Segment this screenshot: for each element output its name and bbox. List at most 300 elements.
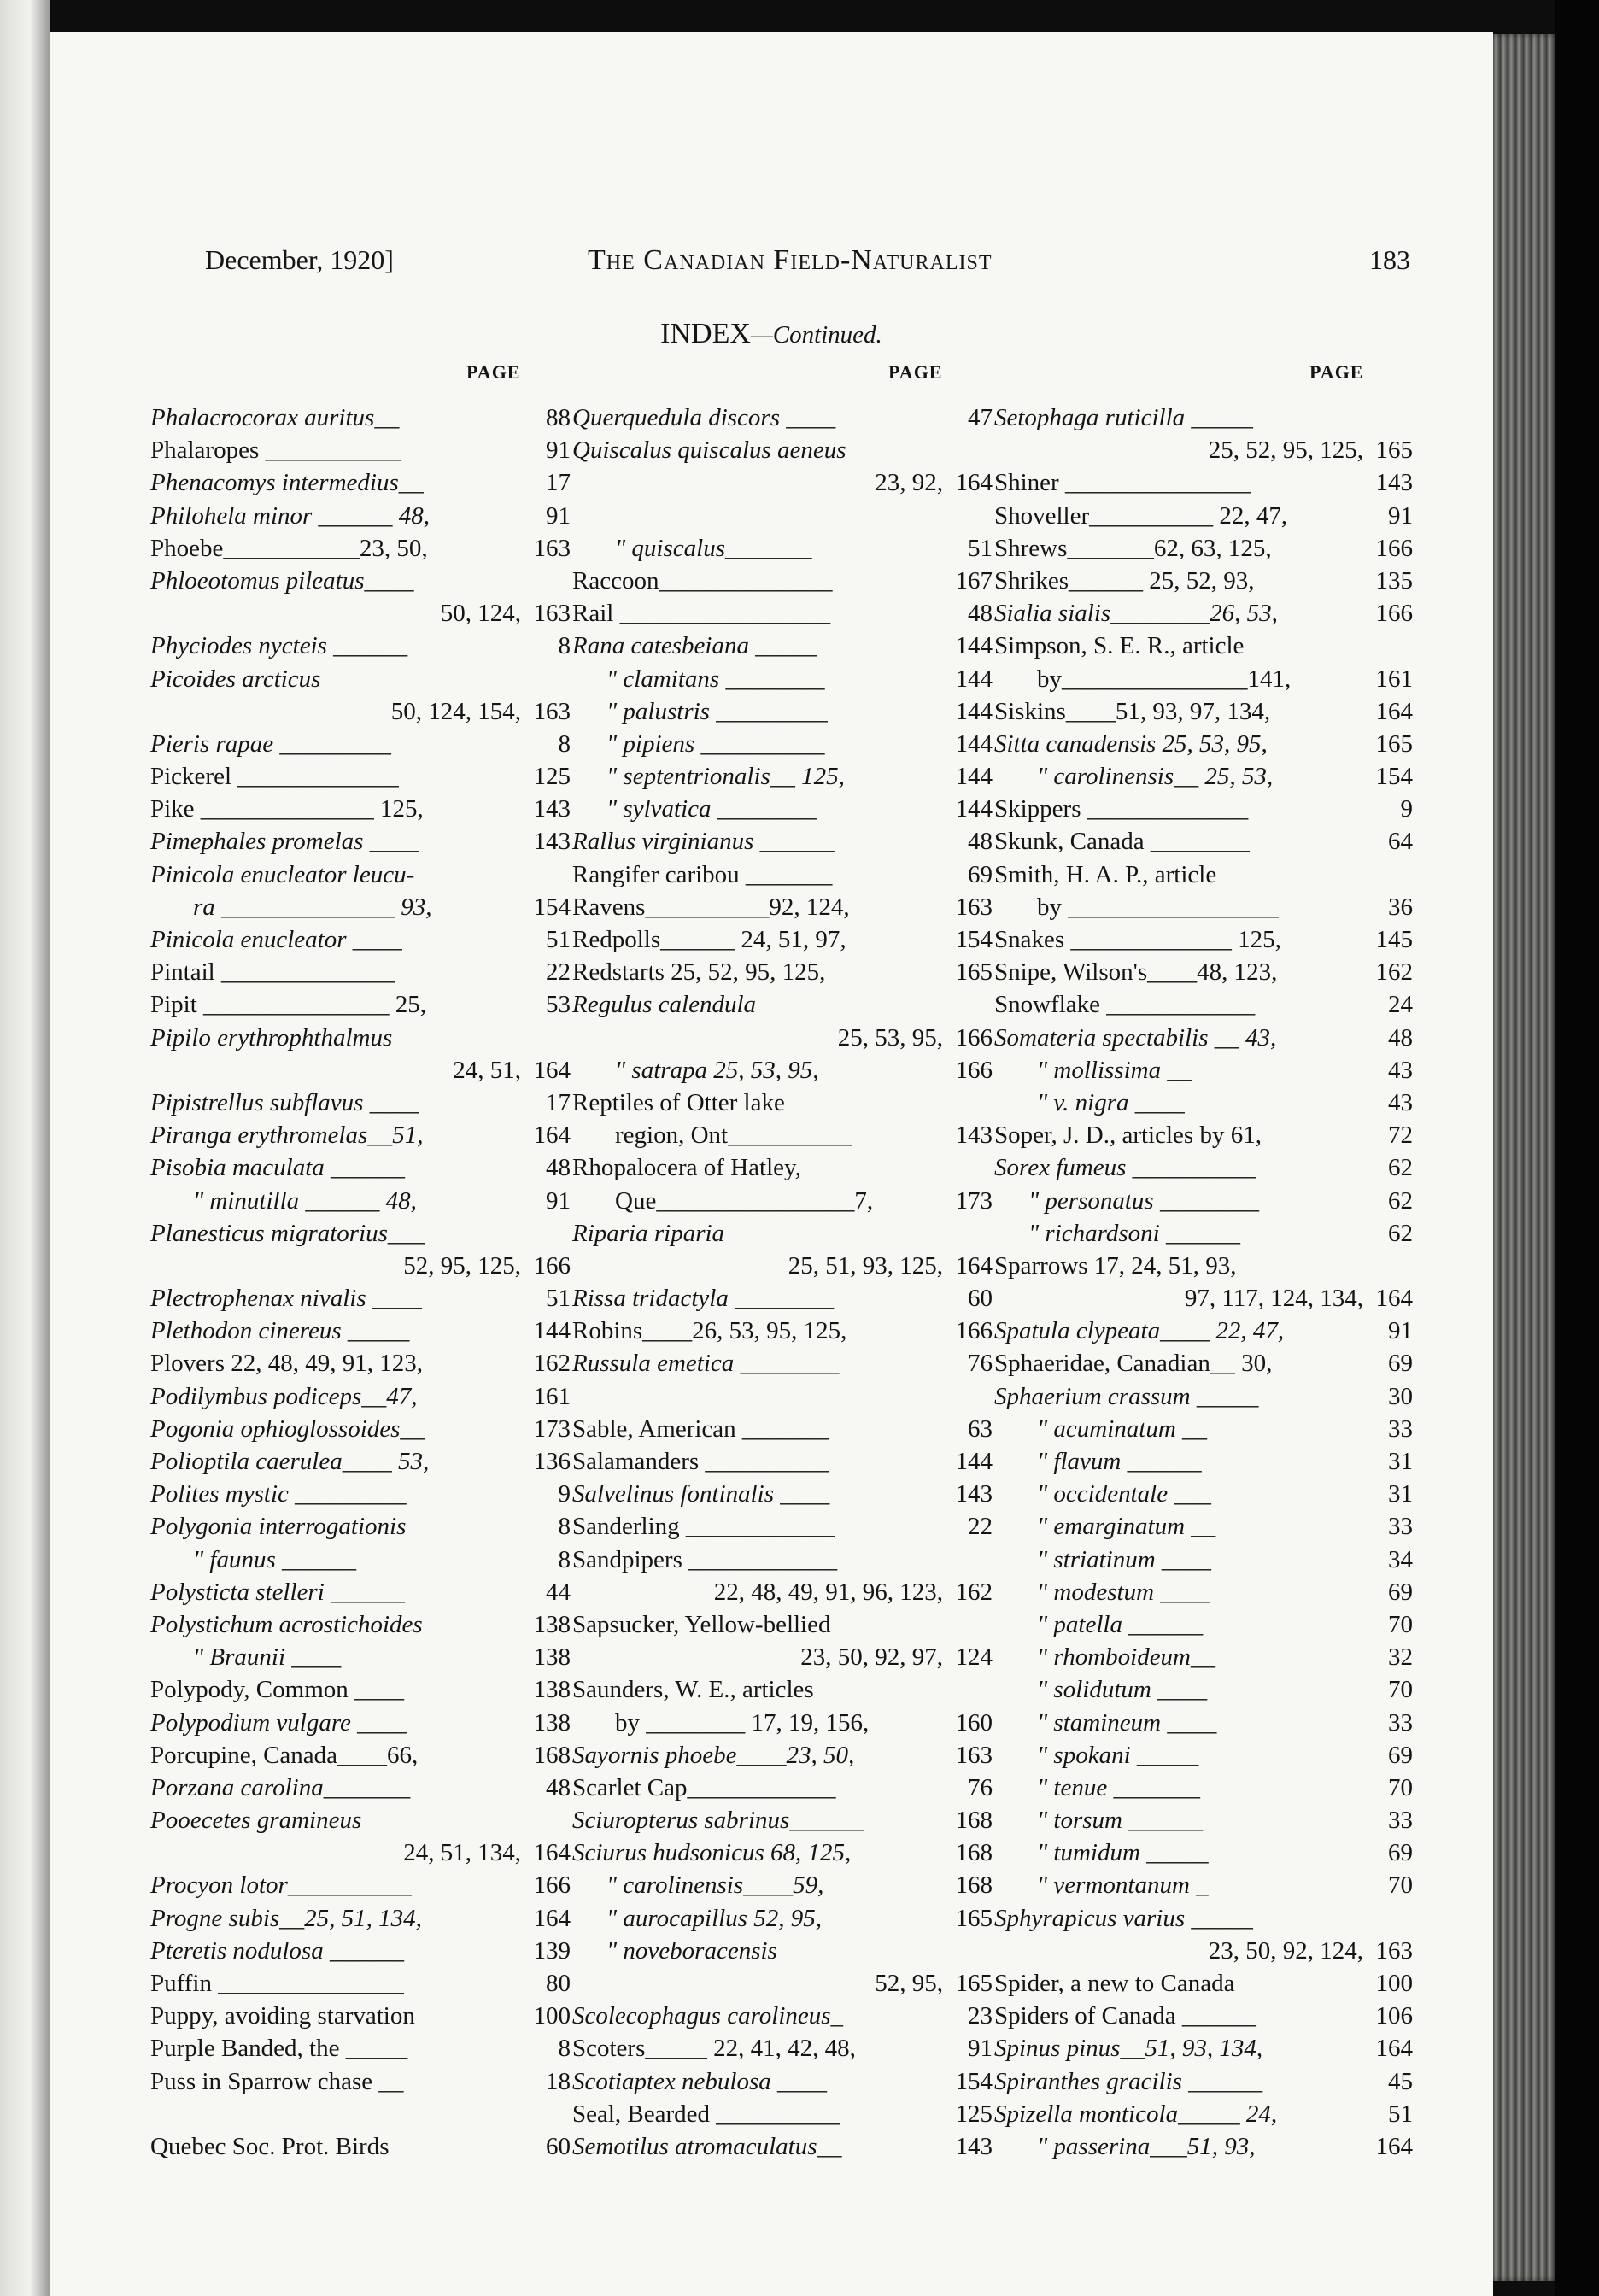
index-entry-page: 143 [955,1480,993,1508]
index-entry-page: 88 [546,404,571,431]
index-entry [150,1054,571,1086]
index-entry-page: 51 [546,1285,571,1313]
index-entry-page: 138 [533,1676,571,1704]
index-entry-page: 69 [1388,1350,1413,1378]
index-entry-page: 91 [546,436,571,465]
index-entry-term: Polystichum acrostichoides [150,1610,423,1638]
index-entry-term: Sialia sialis________26, 53, [994,600,1278,628]
index-entry-page: 91 [546,1186,571,1215]
index-entry [150,1478,571,1510]
index-entry-term: " quiscalus_______ [615,534,812,562]
index-entry [994,1641,1413,1673]
index-entry-page: 45 [1388,2067,1413,2095]
index-entry-term: by_______________141, [1037,665,1292,693]
index-entry-term: Snakes _____________ 125, [994,926,1281,953]
index-entry [150,1315,571,1347]
index-entry-page: 164 [1375,2132,1413,2160]
index-entry-page: 164 [1375,1285,1413,1313]
index-entry-page: 168 [533,1741,571,1769]
index-entry-term: " acuminatum __ [1037,1414,1208,1443]
index-entry-page: 44 [546,1578,571,1606]
index-entry-page: 62 [1388,1186,1413,1215]
index-entry [150,1510,571,1543]
index-entry [994,500,1413,532]
index-entry-page: 143 [955,2132,993,2160]
index-entry [994,1315,1413,1347]
index-entry-page: 164 [533,1122,571,1150]
index-entry-page: 31 [1388,1448,1413,1475]
index-entry-page: 8 [558,632,571,660]
index-entry [994,1119,1413,1151]
index-entry-term: Pteretis nodulosa ______ [150,1936,404,1965]
index-entry-term: Sphaerium crassum _____ [994,1382,1259,1410]
index-entry-page: 43 [1388,1056,1413,1084]
index-entry [150,1673,571,1706]
index-entry [994,1380,1413,1413]
index-column-3 [994,401,1413,2163]
index-entry-page: 166 [955,1056,993,1084]
index-entry [572,663,993,695]
index-entry [572,695,993,728]
index-entry-term: Reptiles of Otter lake [572,1088,785,1116]
index-entry [994,1804,1413,1836]
index-entry-term: " carolinensis____59, [606,1871,824,1900]
index-entry-term: Plethodon cinereus _____ [150,1317,410,1345]
index-entry-term: Pike ______________ 125, [150,795,424,823]
index-entry-page: 138 [533,1610,571,1638]
index-entry [572,1315,993,1347]
index-entry [150,597,571,630]
index-entry [572,532,993,565]
index-entry-term: Redpolls______ 24, 51, 97, [572,926,846,953]
index-entry [572,1673,993,1706]
index-entry [572,1967,993,2000]
index-entry-page: 69 [968,860,993,888]
index-entry [572,793,993,825]
index-entry [150,760,571,793]
index-entry-page: 36 [1388,893,1413,921]
index-entry-term: Sanderling ____________ [572,1513,835,1541]
index-entry [994,1282,1413,1315]
index-entry [572,2098,993,2130]
index-entry-term: " clamitans ________ [606,665,825,693]
index-entry-page: 136 [533,1448,571,1475]
index-entry-term: Spider, a new to Canada [994,1970,1235,1997]
index-entry [994,793,1413,825]
index-entry [572,858,993,891]
index-entry-page: 91 [1388,501,1413,530]
index-entry-term: Polioptila caerulea____ 53, [150,1448,430,1475]
index-column-2 [572,401,993,2163]
index-entry-term: Spizella monticola_____ 24, [994,2100,1278,2128]
index-entry-term: Semotilus atromaculatus__ [572,2132,842,2160]
index-entry-term: Riparia riparia [572,1219,725,1247]
index-entry-page: 48 [546,1154,571,1182]
index-entry [994,1347,1413,1379]
index-entry-page: 69 [1388,1578,1413,1606]
index-entry-term: " patella ______ [1037,1610,1204,1638]
index-entry [572,1902,993,1935]
index-entry-term: Rana catesbeiana _____ [572,632,817,660]
index-entry-term: Pipistrellus subflavus ____ [150,1088,419,1116]
index-entry [572,1869,993,1901]
index-entry-term: Spiranthes gracilis ______ [994,2067,1263,2095]
index-entry [150,663,571,695]
index-entry [572,1347,993,1379]
index-entry [150,1151,571,1184]
index-entry-page: 100 [1375,1970,1413,1997]
index-entry [994,1151,1413,1184]
index-entry-page: 48 [1388,1023,1413,1051]
index-entry [150,1739,571,1772]
index-entry [572,1739,993,1772]
index-entry-page: 144 [955,729,993,758]
index-entry [150,956,571,988]
index-entry-term: " spokani _____ [1037,1741,1199,1769]
index-entry-term: " tenue _______ [1037,1773,1200,1801]
index-entry-term: Pisobia maculata ______ [150,1154,406,1182]
index-entry-term: 52, 95, 125, [403,1251,521,1280]
index-entry [150,1935,571,1967]
index-entry-term: Sciurus hudsonicus 68, 125, [572,1839,852,1867]
index-entry [994,1185,1413,1217]
index-entry-page: 8 [558,2035,571,2063]
index-entry-page: 162 [1375,958,1413,987]
index-entry-page: 64 [1388,828,1413,856]
index-entry-term: Snowflake ____________ [994,991,1256,1019]
index-entry [150,858,571,891]
index-entry-term: " septentrionalis__ 125, [606,763,845,791]
index-entry-page: 32 [1388,1643,1413,1672]
index-entry [994,2000,1413,2032]
index-entry [150,630,571,662]
index-entry-term: 50, 124, 154, [390,697,521,725]
index-entry-term: Scolecophagus carolineus_ [572,2002,844,2030]
index-entry-term: Saunders, W. E., articles [572,1676,814,1704]
index-entry-term: " tumidum _____ [1037,1839,1209,1867]
index-entry [572,2130,993,2163]
index-entry-term: 23, 50, 92, 124, [1208,1936,1363,1965]
index-entry-page: 91 [968,2035,993,2063]
index-entry-page: 23 [968,2002,993,2030]
index-entry-page: 80 [546,1970,571,1997]
index-entry [994,2032,1413,2065]
index-entry-page: 8 [558,1545,571,1573]
index-title-continued: —Continued. [750,321,882,348]
index-entry-term: Rangifer caribou _______ [572,860,833,888]
header-journal-title: The Canadian Field-Naturalist [588,244,993,276]
index-entry-page: 135 [1375,566,1413,594]
index-entry [994,1413,1413,1445]
index-entry [994,1576,1413,1608]
index-entry-term: 23, 50, 92, 97, [800,1643,943,1672]
index-entry-term: 25, 52, 95, 125, [1208,436,1363,465]
index-entry-page: 163 [533,534,571,562]
index-entry [994,565,1413,597]
index-entry [994,1250,1413,1282]
index-entry [572,401,993,434]
index-entry-term: Rhopalocera of Hatley, [572,1154,801,1182]
index-entry [994,1217,1413,1250]
index-entry [994,1673,1413,1706]
index-entry-term: " aurocapillus 52, 95, [606,1904,822,1932]
index-entry-term: Purple Banded, the _____ [150,2035,408,2063]
index-entry-term: Philohela minor ______ 48, [150,501,430,530]
index-entry-term: 52, 95, [875,1970,943,1997]
index-entry-page: 144 [955,1448,993,1475]
index-entry [994,988,1413,1021]
column-heading-1: PAGE [466,361,521,383]
index-entry-page: 166 [955,1317,993,1345]
index-entry-term: Pintail ______________ [150,958,395,987]
index-entry-page: 48 [968,600,993,628]
index-entry-page: 164 [533,1839,571,1867]
index-entry-term: Robins____26, 53, 95, 125, [572,1317,847,1345]
index-entry-term: Pogonia ophioglossoides__ [150,1414,425,1443]
index-column-1 [150,401,571,2163]
index-entry-page: 164 [533,1904,571,1932]
index-entry [994,401,1413,434]
index-entry [150,1707,571,1739]
index-entry [150,401,571,434]
index-entry [572,1543,993,1576]
index-entry [572,2065,993,2098]
index-entry [572,1217,993,1250]
index-entry-page: 145 [1375,926,1413,953]
index-entry-page: 168 [955,1871,993,1900]
index-entry-term: Phenacomys intermedius__ [150,469,424,497]
index-entry [994,532,1413,565]
index-entry [150,1217,571,1250]
index-entry-page: 31 [1388,1480,1413,1508]
index-entry [150,1543,571,1576]
index-entry-page: 166 [955,1023,993,1051]
index-entry-page: 143 [1375,469,1413,497]
index-entry-page: 60 [968,1285,993,1313]
index-entry-page: 166 [1375,534,1413,562]
index-entry [994,825,1413,858]
index-entry-page: 138 [533,1708,571,1737]
index-entry [994,1478,1413,1510]
index-entry-page: 162 [955,1578,993,1606]
index-entry-page: 166 [1375,600,1413,628]
index-entry [572,1151,993,1184]
index-entry-page: 62 [1388,1154,1413,1182]
index-entry [150,1836,571,1869]
index-entry-term: Sable, American _______ [572,1414,829,1443]
index-entry-page: 163 [533,600,571,628]
index-entry-term: Snipe, Wilson's____48, 123, [994,958,1278,987]
index-entry-page: 173 [955,1186,993,1215]
index-entry-term: Shiner _______________ [994,469,1251,497]
index-entry-page: 125 [955,2100,993,2128]
index-entry-term: " passerina___51, 93, [1037,2132,1256,2160]
index-entry [150,1804,571,1836]
index-entry [150,793,571,825]
index-entry-term: " Braunii ____ [193,1643,342,1672]
index-entry [150,2032,571,2065]
index-entry-page: 63 [968,1414,993,1443]
index-entry [994,1608,1413,1641]
index-entry [572,1641,993,1673]
index-entry-page: 154 [1375,763,1413,791]
index-entry-term: Pieris rapae _________ [150,729,391,758]
index-entry-term: " striatinum ____ [1037,1545,1211,1573]
index-entry-page: 144 [533,1317,571,1345]
header-date: December, 1920] [205,244,394,275]
index-entry-term: Polypody, Common ____ [150,1676,405,1704]
index-entry [994,728,1413,760]
index-entry-page: 17 [546,1088,571,1116]
index-entry-page: 164 [533,1056,571,1084]
index-entry-page: 163 [1375,1936,1413,1965]
left-page-edge [0,0,50,2296]
index-entry-term: " occidentale ___ [1037,1480,1211,1508]
index-entry-page: 91 [1388,1317,1413,1345]
index-entry [572,2032,993,2065]
index-entry [994,923,1413,956]
index-entry [572,988,993,1021]
index-entry-page: 69 [1388,1741,1413,1769]
index-entry-term: Scarlet Cap____________ [572,1773,836,1801]
index-entry-term: Plovers 22, 48, 49, 91, 123, [150,1350,423,1378]
index-entry-term: Rallus virginianus ______ [572,828,835,856]
index-entry-term: " flavum ______ [1037,1448,1202,1475]
index-entry-page: 30 [1388,1382,1413,1410]
index-entry-page: 173 [533,1414,571,1443]
index-entry [150,1967,571,2000]
index-entry-page: 106 [1375,2002,1413,2030]
index-entry-term: Planesticus migratorius___ [150,1219,425,1247]
index-entry [994,695,1413,728]
index-entry [150,2065,571,2098]
index-entry [994,1772,1413,1804]
index-entry-term: Puppy, avoiding starvation [150,2002,415,2030]
index-entry [994,1902,1413,1935]
index-entry-page: 164 [1375,697,1413,725]
index-entry-page: 165 [955,1904,993,1932]
index-entry-term: Skippers _____________ [994,795,1249,823]
index-entry [150,1022,571,1054]
index-entry [572,1804,993,1836]
index-entry-page: 70 [1388,1773,1413,1801]
index-entry-term: Raccoon______________ [572,566,833,594]
index-entry-term: " v. nigra ____ [1037,1088,1185,1116]
index-entry-page: 9 [558,1480,571,1508]
index-entry [572,1380,993,1413]
column-heading-2: PAGE [888,361,943,383]
index-entry-term: Pinicola enucleator ____ [150,926,402,953]
index-entry-term: Sparrows 17, 24, 51, 93, [994,1251,1237,1280]
index-entry-term: Scoters_____ 22, 41, 42, 48, [572,2035,856,2063]
index-entry-page: 18 [546,2067,571,2095]
index-entry [150,1445,571,1478]
index-entry [572,956,993,988]
index-entry [572,891,993,923]
index-entry [572,500,993,532]
index-entry [572,1576,993,1608]
index-entry-page: 168 [955,1807,993,1835]
index-entry [572,1445,993,1478]
index-entry-page: 53 [546,991,571,1019]
index-title-main: INDEX [660,318,751,349]
index-entry [572,1413,993,1445]
index-entry [150,2000,571,2032]
index-entry-page: 48 [968,828,993,856]
index-entry-term: Redstarts 25, 52, 95, 125, [572,958,826,987]
index-entry-term: Pimephales promelas ____ [150,828,419,856]
index-entry-page: 34 [1388,1545,1413,1573]
index-entry [572,1772,993,1804]
index-entry [150,695,571,728]
index-entry-term: Spiders of Canada ______ [994,2002,1256,2030]
index-entry-page: 163 [955,893,993,921]
index-entry [572,1836,993,1869]
index-entry [150,891,571,923]
index-entry-page: 22 [546,958,571,987]
index-entry [994,663,1413,695]
index-entry-page: 143 [533,795,571,823]
index-entry [150,565,571,597]
index-entry-page: 76 [968,1773,993,1801]
index-entry-page: 166 [533,1251,571,1280]
index-entry-term: Simpson, S. E. R., article [994,632,1245,660]
index-entry [994,2130,1413,2163]
index-entry-page: 144 [955,763,993,791]
index-entry-page: 51 [968,534,993,562]
index-entry-page: 154 [955,926,993,953]
index-entry [572,597,993,630]
index-entry [994,1022,1413,1054]
index-entry-page: 165 [955,1970,993,1997]
index-entry-page: 144 [955,795,993,823]
index-entry-term: Phoebe___________23, 50, [150,534,428,562]
index-entry-term: Sayornis phoebe____23, 50, [572,1741,855,1769]
index-entry-page: 8 [558,1513,571,1541]
index-entry-page: 144 [955,665,993,693]
index-entry-term: " torsum ______ [1037,1807,1204,1835]
index-entry-term: 23, 92, [875,469,943,497]
index-entry-page: 9 [1400,795,1413,823]
index-entry-term: Quiscalus quiscalus aeneus [572,436,846,465]
index-entry [150,500,571,532]
index-entry [572,1086,993,1119]
index-entry [994,1543,1413,1576]
index-entry-term: Skunk, Canada ________ [994,828,1250,856]
index-entry-page: 69 [1388,1839,1413,1867]
index-entry [150,434,571,466]
index-entry [572,1608,993,1641]
index-entry [150,988,571,1021]
index-entry-term: Polypodium vulgare ____ [150,1708,407,1737]
index-entry-term: Phloeotomus pileatus____ [150,566,414,594]
index-entry-term: Salamanders __________ [572,1448,829,1475]
index-entry [572,434,993,466]
index-entry-page: 51 [1388,2100,1413,2128]
index-entry-term: " pipiens __________ [606,729,825,758]
index-entry-term: " solidutum ____ [1037,1676,1208,1704]
index-entry-page: 161 [533,1382,571,1410]
index-entry-page: 144 [955,632,993,660]
index-entry-term: Russula emetica ________ [572,1350,840,1378]
index-entry-page: 143 [533,828,571,856]
index-entry-page: 17 [546,469,571,497]
index-entry-page: 100 [533,2002,571,2030]
index-entry [572,1935,993,1967]
index-entry-term: Phalaropes ___________ [150,436,401,465]
index-entry-term: " faunus ______ [193,1545,357,1573]
index-entry [150,1608,571,1641]
